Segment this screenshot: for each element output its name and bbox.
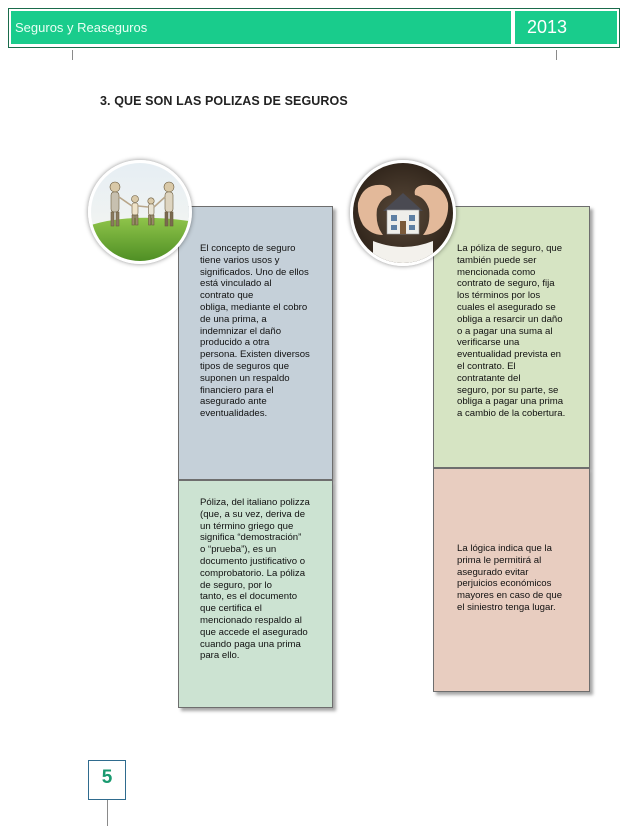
header-year: 2013 [527,17,568,37]
page-number: 5 [101,767,113,788]
family-photo-icon [88,160,192,264]
family-illustration [91,163,189,261]
right-column-top-text: La póliza de seguro, que también puede ser mencionada como contrato de seguro, fija los términos por los cuales el asegurado se obliga a resarcir un daño o a pagar una suma al verificarse una eventualidad prevista en el contrato. El contratante del seguro, por su parte, se obliga a pagar una prima a cambio de la cobertura. [457,243,566,420]
section-heading: 3. QUE SON LAS POLIZAS DE SEGUROS [100,94,348,108]
right-column-bottom-text: La lógica indica que la prima le permitirá al asegurado evitar perjuicios económicos mayores en caso de que el siniestro tenga lugar. [457,543,563,613]
margin-guide-top-right [556,50,557,60]
page-number-guide-line [107,800,108,826]
header-title: Seguros y Reaseguros [15,20,148,35]
margin-guide-top-left [72,50,73,60]
header-title-bar [11,11,511,44]
house-in-hands-photo-icon [350,160,456,266]
document-header [8,8,620,48]
header-year-box [515,11,617,44]
house-illustration [353,163,453,263]
left-column-top-text: El concepto de seguro tiene varios usos y significados. Uno de ellos está vinculado al contrato que obliga, mediante el cobro de una prima, a indemnizar el daño producido a otra persona. Existen diversos tipos de seguros que suponen un respaldo financiero para el asegurado ante eventualidades. [200,243,310,420]
page-number-box [88,760,126,800]
left-column-bottom-text: Póliza, del italiano polizza (que, a su vez, deriva de un término griego que significa “demostración” o “prueba”), es un documento justificativo o comprobatorio. La póliza de seguro, por lo tanto, es el documento que certifica el mencionado respaldo al que accede el asegurado cuando paga una prima para ello. [200,497,310,662]
